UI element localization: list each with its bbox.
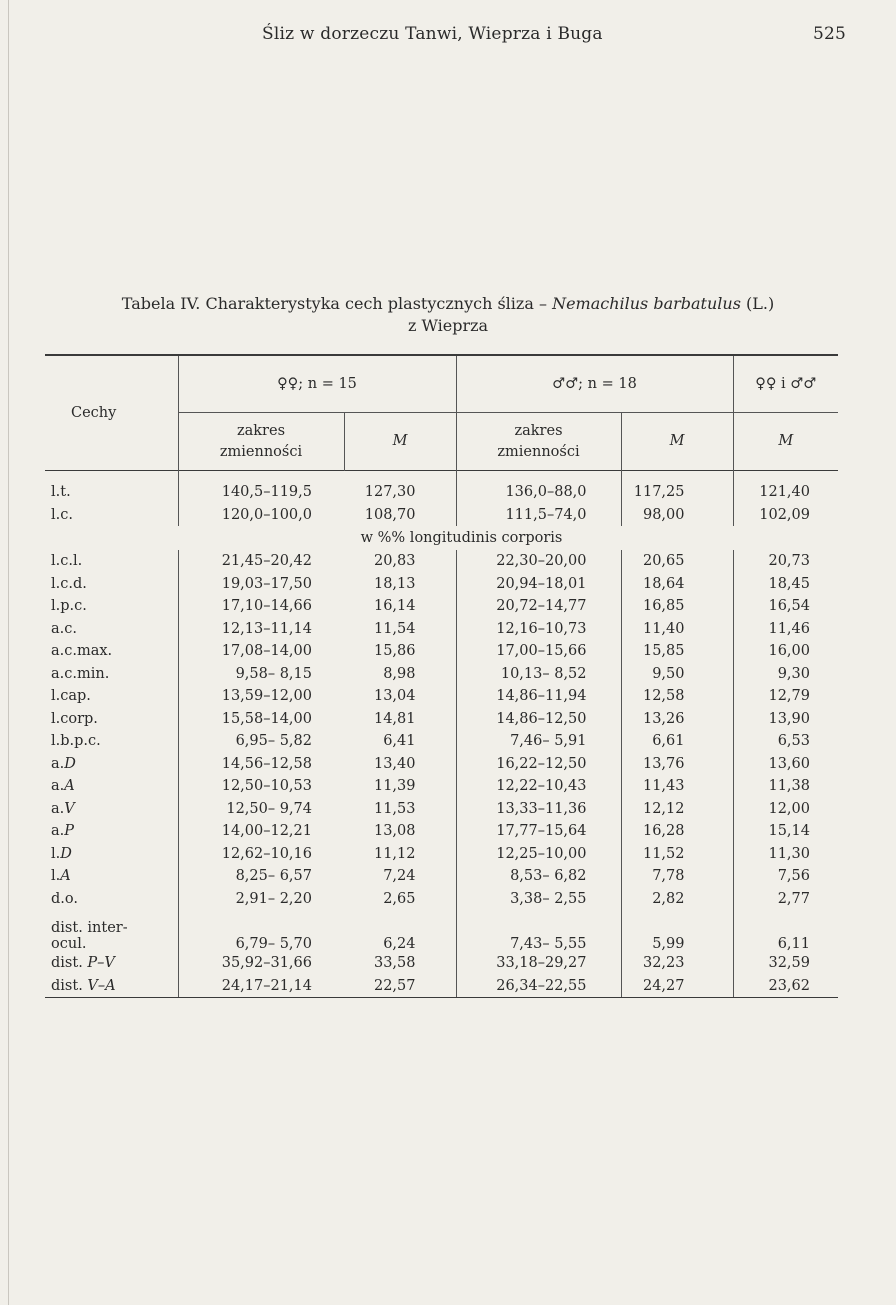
male-range-cell: 136,0–88,0: [456, 481, 621, 504]
row-label: l.c.: [51, 506, 73, 523]
female-range-cell: 120,0–100,0: [178, 504, 344, 527]
male-mean-cell: 9,50: [621, 663, 733, 686]
female-range-cell: 35,92–31,66: [178, 952, 344, 975]
caption-line-1: [40, 293, 856, 315]
row-label: l.cap.: [51, 688, 91, 705]
female-range-cell: 19,03–17,50: [178, 573, 344, 596]
female-mean-cell: 11,54: [373, 620, 416, 637]
male-range-cell: 13,33–11,36: [456, 798, 621, 821]
running-head: [0, 24, 896, 48]
caption-author: (L.): [740, 294, 775, 313]
caption-prefix: Tabela IV. Charakterystyka cech plastycznych śliza –: [121, 294, 553, 313]
both-mean-cell: 16,54: [733, 595, 838, 618]
percent-note-row: [45, 526, 838, 550]
row-label: dist. inter- ocul.: [51, 920, 128, 952]
female-mean-cell: 14,81: [373, 710, 416, 727]
male-mean-cell: 16,85: [621, 595, 733, 618]
both-mean-cell: 2,77: [733, 888, 838, 911]
both-mean-cell: 15,14: [733, 820, 838, 843]
row-label: a.c.: [51, 620, 77, 637]
spacer-row: [45, 471, 838, 482]
female-range-cell: 2,91– 2,20: [178, 888, 344, 911]
female-range-cell: 6,79– 5,70: [178, 910, 344, 952]
male-range-cell: 7,43– 5,55: [456, 910, 621, 952]
male-range-cell: 22,30–20,00: [456, 550, 621, 573]
table-row: [45, 618, 838, 641]
female-range-cell: 12,50– 9,74: [178, 798, 344, 821]
both-mean-cell: 16,00: [733, 640, 838, 663]
female-range-cell: 24,17–21,14: [178, 975, 344, 998]
both-mean-cell: 11,30: [733, 843, 838, 866]
header-males: ♂♂; n = 18: [456, 355, 733, 413]
male-mean-cell: 6,61: [621, 730, 733, 753]
male-mean-cell: 11,43: [621, 775, 733, 798]
header-cechy: Cechy: [71, 405, 117, 421]
female-mean-cell: 11,53: [373, 800, 416, 817]
male-range-cell: 12,16–10,73: [456, 618, 621, 641]
header-females: ♀♀; n = 15: [178, 355, 456, 413]
both-mean-cell: 6,53: [733, 730, 838, 753]
male-range-cell: 111,5–74,0: [456, 504, 621, 527]
row-label: a.c.min.: [51, 665, 110, 682]
male-range-cell: 33,18–29,27: [456, 952, 621, 975]
caption-line-2: z Wieprza: [407, 316, 489, 335]
male-mean-cell: 117,25: [621, 481, 733, 504]
female-mean-cell: 108,70: [364, 506, 416, 523]
header-male-mean: M: [621, 413, 733, 471]
header-female-range: zakres zmienności: [178, 413, 344, 471]
female-range-cell: 6,95– 5,82: [178, 730, 344, 753]
female-mean-cell: 11,12: [373, 845, 416, 862]
both-mean-cell: 121,40: [733, 481, 838, 504]
both-mean-cell: 12,00: [733, 798, 838, 821]
table-row: [45, 504, 838, 527]
row-label: a.A: [51, 778, 75, 795]
female-mean-cell: 2,65: [383, 890, 416, 907]
male-mean-cell: 15,85: [621, 640, 733, 663]
table-row: [45, 708, 838, 731]
table-row: [45, 550, 838, 573]
table-row: [45, 865, 838, 888]
male-range-cell: 12,25–10,00: [456, 843, 621, 866]
table-row: [45, 481, 838, 504]
male-mean-cell: 11,52: [621, 843, 733, 866]
table-row: [45, 910, 838, 952]
male-mean-cell: 12,12: [621, 798, 733, 821]
male-range-cell: 20,94–18,01: [456, 573, 621, 596]
both-mean-cell: 18,45: [733, 573, 838, 596]
table-row: [45, 573, 838, 596]
female-range-cell: 17,08–14,00: [178, 640, 344, 663]
female-mean-cell: 16,14: [373, 598, 416, 615]
male-range-cell: 8,53– 6,82: [456, 865, 621, 888]
male-mean-cell: 12,58: [621, 685, 733, 708]
female-mean-cell: 8,98: [383, 665, 416, 682]
row-label: a.c.max.: [51, 643, 113, 660]
female-mean-cell: 11,39: [373, 778, 416, 795]
row-label: l.b.p.c.: [51, 733, 101, 750]
male-mean-cell: 24,27: [621, 975, 733, 998]
female-range-cell: 21,45–20,42: [178, 550, 344, 573]
table-row: [45, 820, 838, 843]
both-mean-cell: 13,90: [733, 708, 838, 731]
row-label: l.c.l.: [51, 553, 83, 570]
percent-note: w %% longitudinis corporis: [360, 530, 563, 546]
plastic-characters-table: [45, 354, 838, 998]
both-mean-cell: 11,38: [733, 775, 838, 798]
male-mean-cell: 2,82: [621, 888, 733, 911]
male-mean-cell: 18,64: [621, 573, 733, 596]
table-row: [45, 595, 838, 618]
female-range-cell: 12,13–11,14: [178, 618, 344, 641]
female-range-cell: 14,56–12,58: [178, 753, 344, 776]
page-edge-line: [8, 0, 9, 1305]
female-mean-cell: 127,30: [364, 484, 416, 501]
male-mean-cell: 98,00: [621, 504, 733, 527]
both-mean-cell: 102,09: [733, 504, 838, 527]
male-mean-cell: 16,28: [621, 820, 733, 843]
female-mean-cell: 22,57: [344, 975, 456, 998]
male-range-cell: 26,34–22,55: [456, 975, 621, 998]
female-range-cell: 9,58– 8,15: [178, 663, 344, 686]
female-range-cell: 17,10–14,66: [178, 595, 344, 618]
header-both-mean: M: [733, 413, 838, 471]
header-male-range: zakres zmienności: [456, 413, 621, 471]
row-label: l.corp.: [51, 710, 98, 727]
female-mean-cell: 33,58: [373, 955, 416, 972]
table-row: [45, 775, 838, 798]
female-mean-cell: 13,08: [373, 823, 416, 840]
table-row: [45, 663, 838, 686]
male-mean-cell: 32,23: [621, 952, 733, 975]
male-range-cell: 17,77–15,64: [456, 820, 621, 843]
running-title: Śliz w dorzeczu Tanwi, Wieprza i Buga: [262, 24, 603, 44]
female-mean-cell: 7,24: [383, 868, 416, 885]
table-row: [45, 798, 838, 821]
row-label: a.D: [51, 755, 76, 772]
header-female-mean: M: [344, 413, 456, 471]
caption-species: Nemachilus barbatulus: [552, 294, 741, 313]
row-label: a.V: [51, 800, 75, 817]
female-mean-cell: 18,13: [373, 575, 416, 592]
male-range-cell: 17,00–15,66: [456, 640, 621, 663]
female-range-cell: 14,00–12,21: [178, 820, 344, 843]
both-mean-cell: 32,59: [733, 952, 838, 975]
male-range-cell: 10,13– 8,52: [456, 663, 621, 686]
row-label: dist. V–A: [45, 975, 178, 998]
female-mean-cell: 15,86: [373, 643, 416, 660]
female-mean-cell: 13,04: [373, 688, 416, 705]
male-range-cell: 20,72–14,77: [456, 595, 621, 618]
header-both-sexes: ♀♀ i ♂♂: [733, 355, 838, 413]
table-row: [45, 888, 838, 911]
female-range-cell: 12,62–10,16: [178, 843, 344, 866]
row-label: a.P: [51, 823, 75, 840]
both-mean-cell: 7,56: [733, 865, 838, 888]
row-label: l.D: [51, 845, 72, 862]
both-mean-cell: 9,30: [733, 663, 838, 686]
table-row: [45, 843, 838, 866]
table-row: [45, 975, 838, 998]
female-mean-cell: 13,40: [373, 755, 416, 772]
female-mean-cell: 6,41: [383, 733, 416, 750]
table-row: [45, 952, 838, 975]
both-mean-cell: 20,73: [733, 550, 838, 573]
male-range-cell: 14,86–11,94: [456, 685, 621, 708]
table-row: [45, 640, 838, 663]
male-mean-cell: 13,76: [621, 753, 733, 776]
male-mean-cell: 13,26: [621, 708, 733, 731]
male-mean-cell: 7,78: [621, 865, 733, 888]
both-mean-cell: 6,11: [733, 910, 838, 952]
row-label: dist. P–V: [51, 955, 115, 972]
both-mean-cell: 23,62: [733, 975, 838, 998]
both-mean-cell: 11,46: [733, 618, 838, 641]
male-mean-cell: 5,99: [621, 910, 733, 952]
table-caption: [40, 293, 856, 337]
row-label: l.A: [51, 868, 71, 885]
female-mean-cell: 20,83: [373, 553, 416, 570]
both-mean-cell: 13,60: [733, 753, 838, 776]
male-range-cell: 16,22–12,50: [456, 753, 621, 776]
female-range-cell: 13,59–12,00: [178, 685, 344, 708]
row-label: l.c.d.: [51, 575, 87, 592]
male-range-cell: 12,22–10,43: [456, 775, 621, 798]
male-mean-cell: 20,65: [621, 550, 733, 573]
table-row: [45, 730, 838, 753]
table-row: [45, 753, 838, 776]
female-mean-cell: 6,24: [383, 936, 416, 952]
female-range-cell: 12,50–10,53: [178, 775, 344, 798]
both-mean-cell: 12,79: [733, 685, 838, 708]
female-range-cell: 15,58–14,00: [178, 708, 344, 731]
row-label: l.p.c.: [51, 598, 87, 615]
female-range-cell: 8,25– 6,57: [178, 865, 344, 888]
row-label: l.t.: [51, 484, 71, 501]
male-mean-cell: 11,40: [621, 618, 733, 641]
table-row: [45, 685, 838, 708]
page-number: 525: [812, 24, 846, 44]
male-range-cell: 14,86–12,50: [456, 708, 621, 731]
row-label: d.o.: [51, 890, 78, 907]
male-range-cell: 7,46– 5,91: [456, 730, 621, 753]
female-range-cell: 140,5–119,5: [178, 481, 344, 504]
male-range-cell: 3,38– 2,55: [456, 888, 621, 911]
table-body: [45, 471, 838, 998]
